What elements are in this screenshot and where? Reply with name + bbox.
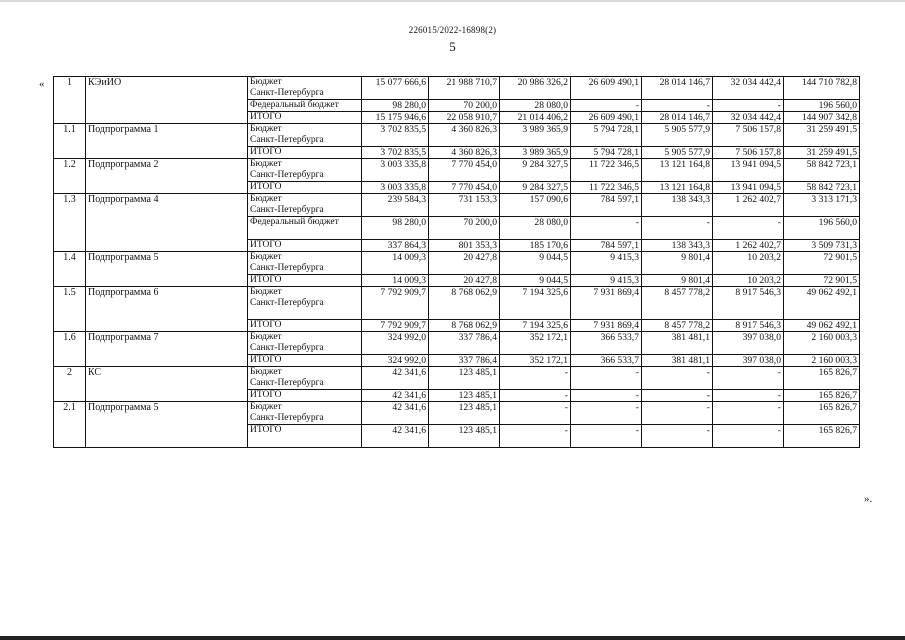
amount-cell: - bbox=[571, 402, 642, 425]
amount-cell: 98 280,0 bbox=[362, 100, 429, 112]
closing-quote: ». bbox=[864, 493, 873, 505]
funding-source-cell: Бюджет Санкт-Петербурга bbox=[248, 367, 362, 390]
bottom-scan-edge bbox=[0, 636, 905, 640]
amount-cell: 2 160 003,3 bbox=[784, 332, 860, 355]
program-name-cell: Подпрограмма 1 bbox=[86, 124, 248, 159]
funding-source-cell: Бюджет Санкт-Петербурга bbox=[248, 252, 362, 275]
amount-cell: 196 560,0 bbox=[784, 100, 860, 112]
amount-cell: 1 262 402,7 bbox=[713, 194, 784, 217]
amount-cell: 13 941 094,5 bbox=[713, 159, 784, 182]
amount-cell: 11 722 346,5 bbox=[571, 182, 642, 194]
program-code-cell: 1 bbox=[54, 77, 86, 124]
amount-cell: 9 284 327,5 bbox=[500, 159, 571, 182]
amount-cell: - bbox=[500, 367, 571, 390]
amount-cell: 337 864,3 bbox=[362, 240, 429, 252]
document-number: 226015/2022-16898(2) bbox=[408, 25, 497, 35]
amount-cell: - bbox=[713, 100, 784, 112]
funding-source-cell: ИТОГО bbox=[248, 390, 362, 402]
opening-quote: « bbox=[39, 78, 45, 90]
funding-source-cell: ИТОГО bbox=[248, 147, 362, 159]
program-code-cell: 1.2 bbox=[54, 159, 86, 194]
amount-cell: - bbox=[713, 390, 784, 402]
amount-cell: 144 710 782,8 bbox=[784, 77, 860, 100]
amount-cell: 8 768 062,9 bbox=[429, 320, 500, 332]
amount-cell: 5 794 728,1 bbox=[571, 147, 642, 159]
amount-cell: 28 080,0 bbox=[500, 217, 571, 240]
amount-cell: - bbox=[500, 402, 571, 425]
amount-cell: 98 280,0 bbox=[362, 217, 429, 240]
program-name-cell: Подпрограмма 7 bbox=[86, 332, 248, 367]
amount-cell: 337 786,4 bbox=[429, 355, 500, 367]
funding-source-cell: Бюджет Санкт-Петербурга bbox=[248, 159, 362, 182]
amount-cell: 8 768 062,9 bbox=[429, 287, 500, 320]
amount-cell: 5 794 728,1 bbox=[571, 124, 642, 147]
amount-cell: 13 941 094,5 bbox=[713, 182, 784, 194]
funding-source-cell: ИТОГО bbox=[248, 240, 362, 252]
amount-cell: 165 826,7 bbox=[784, 367, 860, 390]
amount-cell: 731 153,3 bbox=[429, 194, 500, 217]
amount-cell: - bbox=[713, 367, 784, 390]
amount-cell: 165 826,7 bbox=[784, 425, 860, 448]
amount-cell: 138 343,3 bbox=[642, 240, 713, 252]
table-row bbox=[54, 252, 860, 275]
funding-source-cell: ИТОГО bbox=[248, 425, 362, 448]
amount-cell: 9 801,4 bbox=[642, 275, 713, 287]
funding-source-cell: Федеральный бюджет bbox=[248, 217, 362, 240]
amount-cell: 2 160 003,3 bbox=[784, 355, 860, 367]
amount-cell: 784 597,1 bbox=[571, 194, 642, 217]
amount-cell: 123 485,1 bbox=[429, 425, 500, 448]
amount-cell: 70 200,0 bbox=[429, 100, 500, 112]
amount-cell: 324 992,0 bbox=[362, 355, 429, 367]
amount-cell: - bbox=[642, 100, 713, 112]
funding-source-cell: Бюджет Санкт-Петербурга bbox=[248, 124, 362, 147]
amount-cell: 165 826,7 bbox=[784, 390, 860, 402]
funding-source-cell: ИТОГО bbox=[248, 182, 362, 194]
funding-source-cell: Бюджет Санкт-Петербурга bbox=[248, 77, 362, 100]
amount-cell: 3 702 835,5 bbox=[362, 124, 429, 147]
funding-source-cell: Бюджет Санкт-Петербурга bbox=[248, 402, 362, 425]
amount-cell: 58 842 723,1 bbox=[784, 182, 860, 194]
amount-cell: 3 313 171,3 bbox=[784, 194, 860, 217]
amount-cell: 15 175 946,6 bbox=[362, 112, 429, 124]
amount-cell: 11 722 346,5 bbox=[571, 159, 642, 182]
amount-cell: - bbox=[571, 100, 642, 112]
program-code-cell: 1.6 bbox=[54, 332, 86, 367]
amount-cell: - bbox=[642, 390, 713, 402]
amount-cell: 8 917 546,3 bbox=[713, 320, 784, 332]
amount-cell: 31 259 491,5 bbox=[784, 147, 860, 159]
amount-cell: 15 077 666,6 bbox=[362, 77, 429, 100]
amount-cell: 72 901,5 bbox=[784, 275, 860, 287]
amount-cell: 26 609 490,1 bbox=[571, 112, 642, 124]
amount-cell: 324 992,0 bbox=[362, 332, 429, 355]
amount-cell: - bbox=[571, 367, 642, 390]
amount-cell: 10 203,2 bbox=[713, 252, 784, 275]
program-name-cell: Подпрограмма 6 bbox=[86, 287, 248, 332]
amount-cell: 352 172,1 bbox=[500, 332, 571, 355]
amount-cell: 123 485,1 bbox=[429, 390, 500, 402]
amount-cell: 7 506 157,8 bbox=[713, 147, 784, 159]
table-row bbox=[54, 367, 860, 390]
amount-cell: 5 905 577,9 bbox=[642, 124, 713, 147]
funding-source-cell: ИТОГО bbox=[248, 275, 362, 287]
amount-cell: 20 427,8 bbox=[429, 252, 500, 275]
amount-cell: 42 341,6 bbox=[362, 425, 429, 448]
amount-cell: 196 560,0 bbox=[784, 217, 860, 240]
amount-cell: - bbox=[571, 217, 642, 240]
amount-cell: 1 262 402,7 bbox=[713, 240, 784, 252]
amount-cell: 28 080,0 bbox=[500, 100, 571, 112]
amount-cell: 7 770 454,0 bbox=[429, 182, 500, 194]
amount-cell: 9 415,3 bbox=[571, 275, 642, 287]
amount-cell: 49 062 492,1 bbox=[784, 320, 860, 332]
program-name-cell: КС bbox=[86, 367, 248, 402]
amount-cell: - bbox=[642, 425, 713, 448]
amount-cell: 7 931 869,4 bbox=[571, 287, 642, 320]
amount-cell: 4 360 826,3 bbox=[429, 124, 500, 147]
amount-cell: 784 597,1 bbox=[571, 240, 642, 252]
amount-cell: 14 009,3 bbox=[362, 275, 429, 287]
amount-cell: 42 341,6 bbox=[362, 367, 429, 390]
amount-cell: 352 172,1 bbox=[500, 355, 571, 367]
amount-cell: 49 062 492,1 bbox=[784, 287, 860, 320]
amount-cell: 10 203,2 bbox=[713, 275, 784, 287]
amount-cell: - bbox=[713, 402, 784, 425]
program-code-cell: 1.1 bbox=[54, 124, 86, 159]
program-name-cell: КЭиИО bbox=[86, 77, 248, 124]
amount-cell: - bbox=[500, 390, 571, 402]
amount-cell: - bbox=[642, 367, 713, 390]
table-row bbox=[54, 332, 860, 355]
budget-table bbox=[53, 76, 860, 448]
amount-cell: 397 038,0 bbox=[713, 355, 784, 367]
amount-cell: 7 506 157,8 bbox=[713, 124, 784, 147]
amount-cell: 381 481,1 bbox=[642, 332, 713, 355]
amount-cell: - bbox=[571, 425, 642, 448]
table-body bbox=[54, 77, 860, 448]
amount-cell: - bbox=[713, 217, 784, 240]
amount-cell: 5 905 577,9 bbox=[642, 147, 713, 159]
program-name-cell: Подпрограмма 2 bbox=[86, 159, 248, 194]
amount-cell: 7 770 454,0 bbox=[429, 159, 500, 182]
amount-cell: 138 343,3 bbox=[642, 194, 713, 217]
amount-cell: 13 121 164,8 bbox=[642, 159, 713, 182]
amount-cell: 42 341,6 bbox=[362, 390, 429, 402]
amount-cell: 9 044,5 bbox=[500, 275, 571, 287]
amount-cell: 28 014 146,7 bbox=[642, 77, 713, 100]
program-code-cell: 1.4 bbox=[54, 252, 86, 287]
amount-cell: 42 341,6 bbox=[362, 402, 429, 425]
amount-cell: 22 058 910,7 bbox=[429, 112, 500, 124]
funding-source-cell: Бюджет Санкт-Петербурга bbox=[248, 332, 362, 355]
top-scan-edge bbox=[0, 0, 905, 2]
table-row bbox=[54, 77, 860, 100]
amount-cell: 8 917 546,3 bbox=[713, 287, 784, 320]
amount-cell: 7 792 909,7 bbox=[362, 320, 429, 332]
amount-cell: 20 427,8 bbox=[429, 275, 500, 287]
amount-cell: 32 034 442,4 bbox=[713, 77, 784, 100]
page-number: 5 bbox=[449, 39, 456, 54]
amount-cell: 239 584,3 bbox=[362, 194, 429, 217]
amount-cell: 165 826,7 bbox=[784, 402, 860, 425]
amount-cell: 801 353,3 bbox=[429, 240, 500, 252]
amount-cell: 157 090,6 bbox=[500, 194, 571, 217]
amount-cell: 3 989 365,9 bbox=[500, 147, 571, 159]
amount-cell: 70 200,0 bbox=[429, 217, 500, 240]
amount-cell: 366 533,7 bbox=[571, 332, 642, 355]
amount-cell: - bbox=[642, 217, 713, 240]
amount-cell: 123 485,1 bbox=[429, 367, 500, 390]
amount-cell: 3 509 731,3 bbox=[784, 240, 860, 252]
program-name-cell: Подпрограмма 4 bbox=[86, 194, 248, 252]
amount-cell: - bbox=[642, 402, 713, 425]
amount-cell: - bbox=[500, 425, 571, 448]
amount-cell: 3 702 835,5 bbox=[362, 147, 429, 159]
amount-cell: 123 485,1 bbox=[429, 402, 500, 425]
amount-cell: 9 415,3 bbox=[571, 252, 642, 275]
amount-cell: 185 170,6 bbox=[500, 240, 571, 252]
funding-source-cell: ИТОГО bbox=[248, 355, 362, 367]
program-name-cell: Подпрограмма 5 bbox=[86, 402, 248, 448]
amount-cell: 31 259 491,5 bbox=[784, 124, 860, 147]
program-code-cell: 2 bbox=[54, 367, 86, 402]
funding-source-cell: ИТОГО bbox=[248, 112, 362, 124]
amount-cell: 20 986 326,2 bbox=[500, 77, 571, 100]
funding-source-cell: Бюджет Санкт-Петербурга bbox=[248, 287, 362, 320]
amount-cell: 366 533,7 bbox=[571, 355, 642, 367]
amount-cell: 26 609 490,1 bbox=[571, 77, 642, 100]
amount-cell: 7 194 325,6 bbox=[500, 287, 571, 320]
amount-cell: 337 786,4 bbox=[429, 332, 500, 355]
table-row bbox=[54, 159, 860, 182]
amount-cell: 9 284 327,5 bbox=[500, 182, 571, 194]
table-row bbox=[54, 124, 860, 147]
funding-source-cell: Федеральный бюджет bbox=[248, 100, 362, 112]
amount-cell: 14 009,3 bbox=[362, 252, 429, 275]
amount-cell: 32 034 442,4 bbox=[713, 112, 784, 124]
amount-cell: 3 003 335,8 bbox=[362, 159, 429, 182]
amount-cell: 8 457 778,2 bbox=[642, 320, 713, 332]
program-code-cell: 1.5 bbox=[54, 287, 86, 332]
table-row bbox=[54, 402, 860, 425]
amount-cell: 72 901,5 bbox=[784, 252, 860, 275]
amount-cell: 9 801,4 bbox=[642, 252, 713, 275]
table-row bbox=[54, 194, 860, 217]
amount-cell: 13 121 164,8 bbox=[642, 182, 713, 194]
amount-cell: 3 989 365,9 bbox=[500, 124, 571, 147]
program-code-cell: 2.1 bbox=[54, 402, 86, 448]
program-code-cell: 1.3 bbox=[54, 194, 86, 252]
amount-cell: 9 044,5 bbox=[500, 252, 571, 275]
amount-cell: 397 038,0 bbox=[713, 332, 784, 355]
amount-cell: 7 194 325,6 bbox=[500, 320, 571, 332]
amount-cell: 8 457 778,2 bbox=[642, 287, 713, 320]
amount-cell: 7 931 869,4 bbox=[571, 320, 642, 332]
amount-cell: 4 360 826,3 bbox=[429, 147, 500, 159]
amount-cell: 21 014 406,2 bbox=[500, 112, 571, 124]
amount-cell: 58 842 723,1 bbox=[784, 159, 860, 182]
table-row bbox=[54, 287, 860, 320]
amount-cell: 21 988 710,7 bbox=[429, 77, 500, 100]
amount-cell: 381 481,1 bbox=[642, 355, 713, 367]
amount-cell: 28 014 146,7 bbox=[642, 112, 713, 124]
funding-source-cell: ИТОГО bbox=[248, 320, 362, 332]
program-name-cell: Подпрограмма 5 bbox=[86, 252, 248, 287]
amount-cell: 7 792 909,7 bbox=[362, 287, 429, 320]
amount-cell: 3 003 335,8 bbox=[362, 182, 429, 194]
amount-cell: - bbox=[713, 425, 784, 448]
amount-cell: 144 907 342,8 bbox=[784, 112, 860, 124]
amount-cell: - bbox=[571, 390, 642, 402]
funding-source-cell: Бюджет Санкт-Петербурга bbox=[248, 194, 362, 217]
